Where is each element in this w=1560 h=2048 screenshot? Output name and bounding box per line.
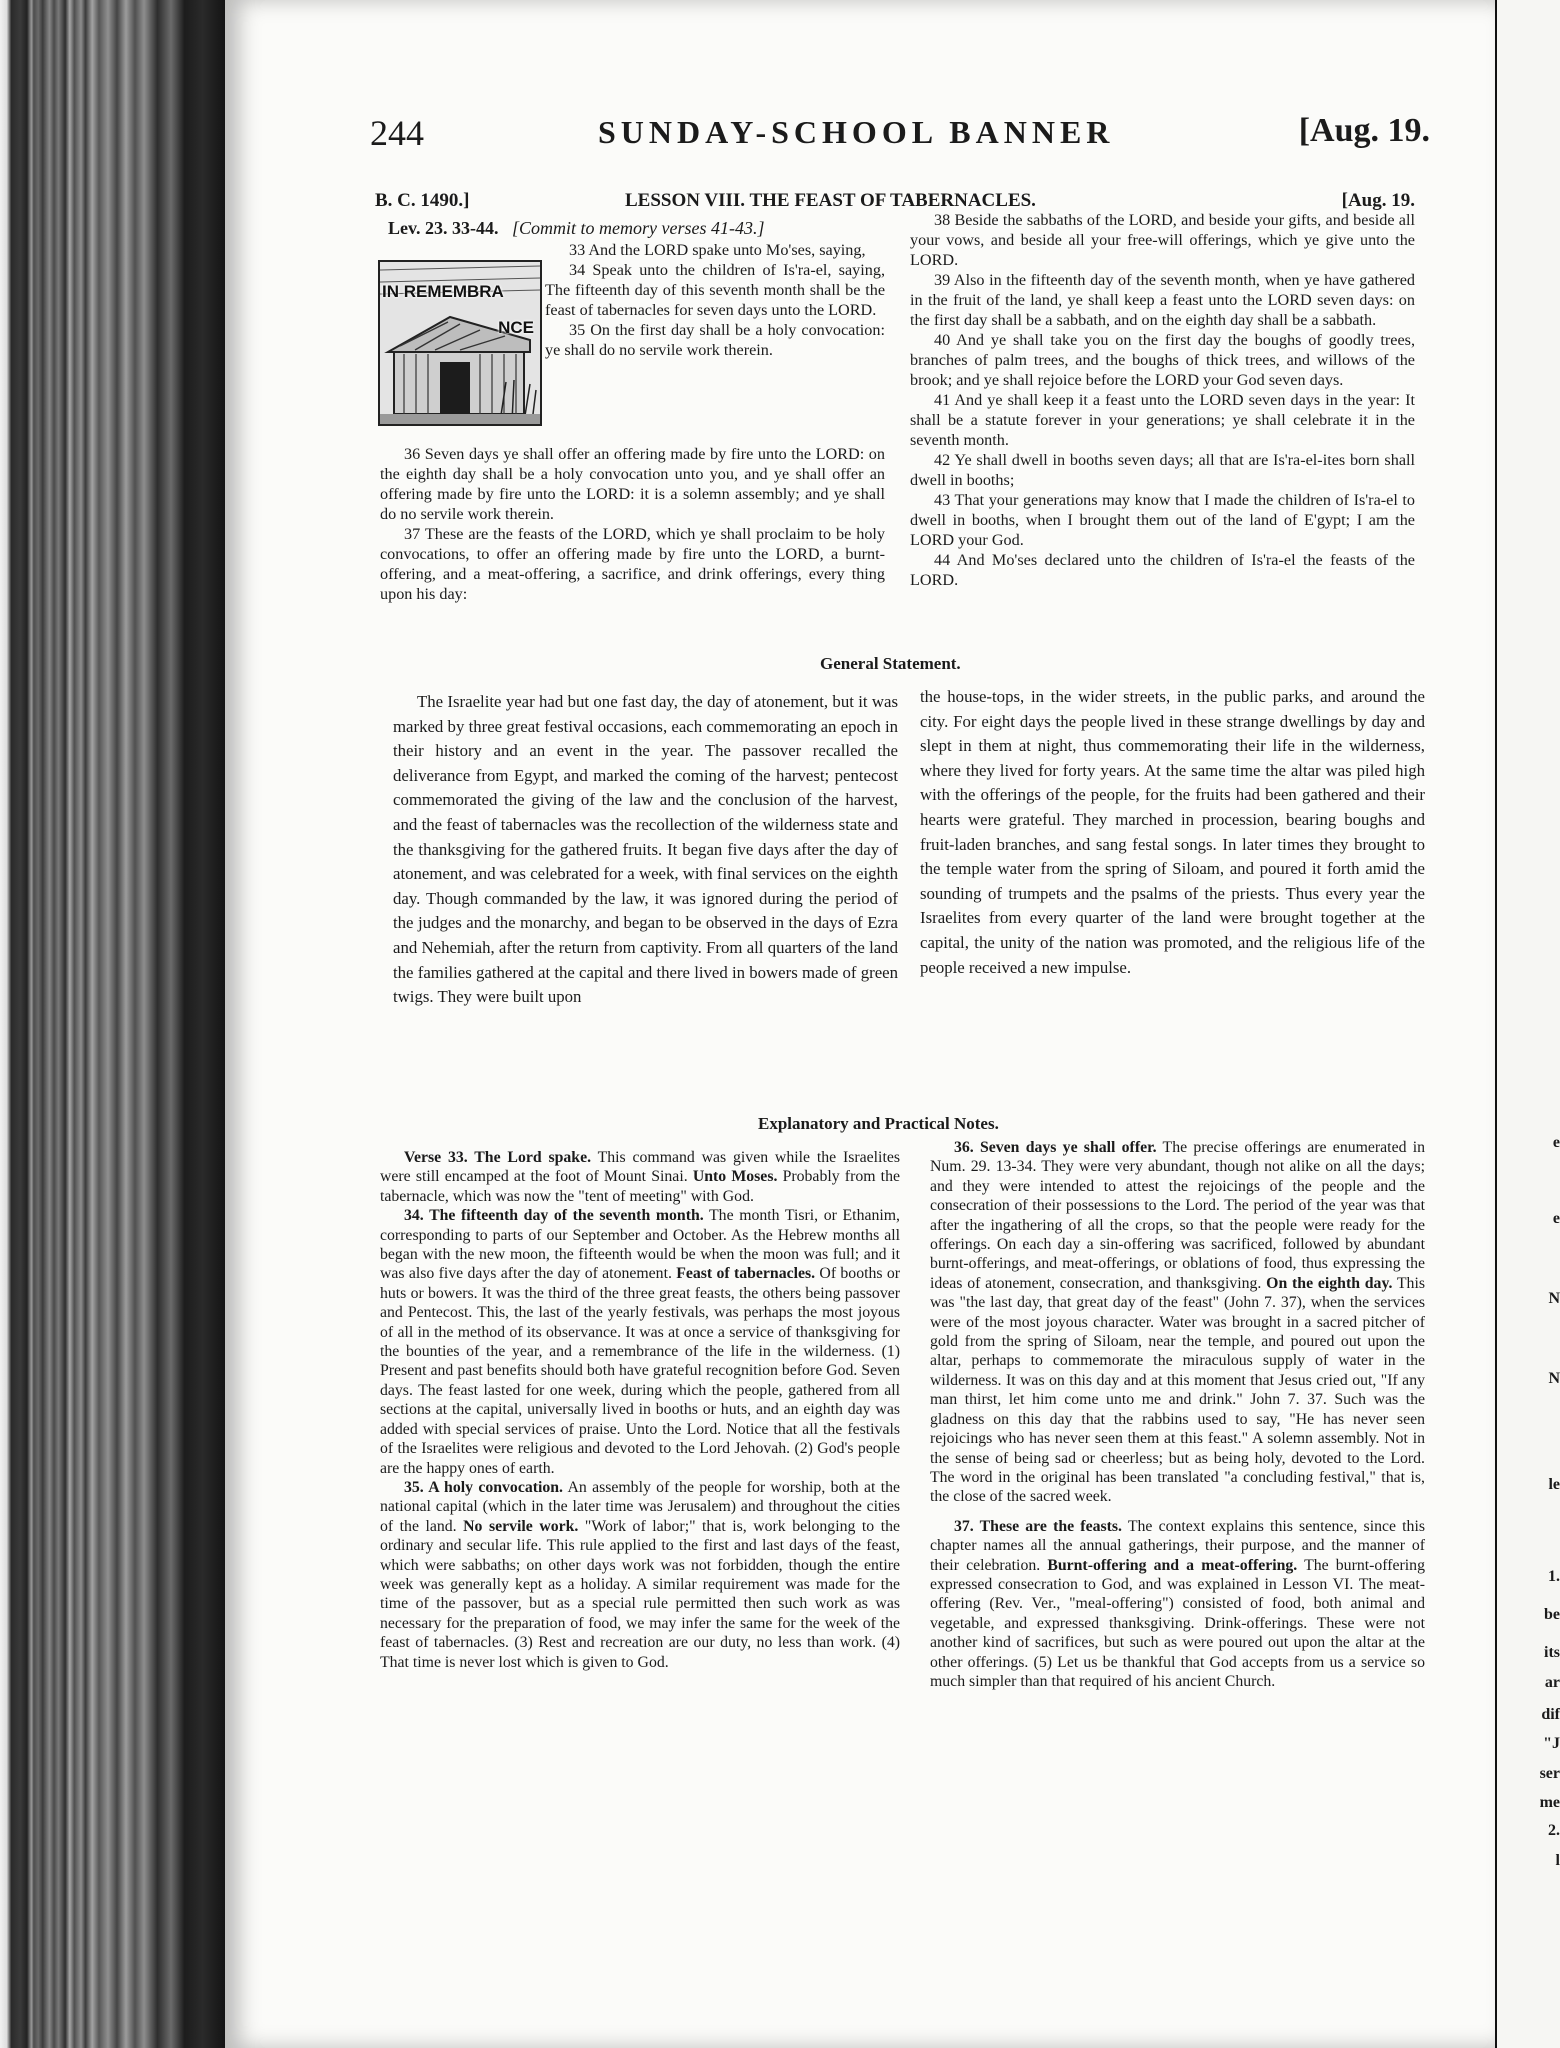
edge-fragment: ser <box>1539 1765 1560 1782</box>
woodcut-caption <box>382 274 538 346</box>
running-title: SUNDAY-SCHOOL BANNER <box>598 114 1115 150</box>
running-head <box>370 112 1430 162</box>
edge-fragment: N <box>1548 1370 1560 1387</box>
edge-fragment: le <box>1548 1476 1560 1493</box>
verse-40: 40 And ye shall take you on the first day the boughs of goodly trees, branches of palm trees, and the boughs of thick trees, and willows of the brook; and ye shall rejoice before the LORD your God seven days. <box>910 331 1415 389</box>
general-statement-right-text: the house-tops, in the wider streets, in the public parks, and around the city. For eight days the people lived in these strange dwellings by day and slept in them at night, thus commemorating their life in the wilderness, where they lived for forty years. At the same time the altar was piled high with the offerings of the people, for the fruits had been gathered and their hearts were grateful. They marched in procession, bearing boughs and fruit-laden branches, and sang festal songs. In later times they brought to the temple water from the spring of Siloam, and poured it forth amid the sounding of trumpets and the psalms of the priests. Thus every year the Israelites from every quarter of the land were brought together at the capital, the unity of the nation was promoted, and the religious life of the people received a new impulse. <box>920 687 1425 977</box>
edge-fragment: its <box>1544 1644 1560 1661</box>
notes-left <box>380 1148 900 1672</box>
edge-fragment: 1. <box>1548 1568 1560 1585</box>
edge-fragment: dif <box>1541 1706 1560 1723</box>
edge-fragment: "J <box>1543 1735 1560 1752</box>
verse-44: 44 And Mo'ses declared unto the children of Is'ra-el the feasts of the LORD. <box>910 551 1415 589</box>
scripture-top-left <box>545 240 885 360</box>
edge-fragment: e <box>1552 1210 1560 1227</box>
general-statement-heading: General Statement. <box>820 654 961 673</box>
verse-33: 33 And the LORD spake unto Mo'ses, saying, <box>569 241 866 259</box>
verse-34: 34 Speak unto the children of Is'ra-el, saying, The fifteenth day of this seventh month shall be the feast of tabernacles for seven days unto the LORD. <box>545 261 885 319</box>
verse-42: 42 Ye shall dwell in booths seven days; all that are Is'ra-el-ites born shall dwell in booths; <box>910 451 1415 489</box>
scripture-right <box>910 210 1415 590</box>
verse-37: 37 These are the feasts of the LORD, which ye shall proclaim to be holy convocations, to offer an offering made by fire unto the LORD, a burnt-offering, and a meat-offering, a sacrifice, and drink offerings, every thing upon his day: <box>380 525 885 603</box>
note-lead: 35. A holy convocation. <box>404 1478 564 1496</box>
note-verse-34: 34. The fifteenth day of the seventh month. The month Tisri, or Ethanim, corresponding to parts of our September and October. As the Hebrew months all began with the new moon, the fifteenth would be when the moon was full; and it was also five days after the day of atonement. Feast of tabernacles. Of booths or huts or bowers. It was the third of the three great feasts, the others being passover and Pentecost. This, the last of the yearly festivals, was perhaps the most joyous of all in the method of its observance. It was at once a service of thanksgiving for the bounties of the year, and a remembrance of the life in the wilderness. (1) Present and past benefits should both have grateful recognition before God. Seven days. The feast lasted for one week, during which the people, gathered from all sections at the capital, universally lived in booths or huts, and an eighth day was added with special services of praise. Unto the Lord. Notice that all the festivals of the Israelites were religious and devoted to the Lord Jehovah. (2) God's people are the happy ones of earth. <box>380 1207 900 1477</box>
note-lead: 36. Seven days ye shall offer. <box>954 1139 1157 1156</box>
general-statement-right <box>920 685 1425 980</box>
note-lead2: Feast of tabernacles. <box>676 1265 816 1283</box>
book-spine <box>0 0 225 2048</box>
edge-fragment: e <box>1552 1134 1560 1151</box>
next-page-fragments <box>1538 0 1560 2048</box>
remembrance-woodcut <box>378 260 542 426</box>
verse-43: 43 That your generations may know that I made the children of Is'ra-el to dwell in booths, when I brought them out of the land of E'gypt; I am the LORD your God. <box>910 491 1415 549</box>
edge-fragment: l <box>1555 1852 1560 1869</box>
woodcut-caption-line2: NCE <box>498 318 534 337</box>
note-lead: 34. The fifteenth day of the seventh month. <box>404 1207 704 1225</box>
note-lead2: Unto Moses. <box>692 1168 778 1186</box>
running-date: [Aug. 19. <box>1298 112 1430 149</box>
note-lead2: Burnt-offering and a meat-offering. <box>1047 1556 1298 1574</box>
edge-fragment: ar <box>1544 1674 1560 1691</box>
edge-fragment: N <box>1548 1290 1560 1307</box>
general-statement-left <box>393 690 898 1010</box>
note-lead2: No servile work. <box>463 1517 579 1535</box>
lesson-title: LESSON VIII. THE FEAST OF TABERNACLES. <box>625 190 1036 211</box>
edge-fragment: 2. <box>1548 1822 1560 1839</box>
verse-38: 38 Beside the sabbaths of the LORD, and beside your gifts, and beside all your vows, and beside all your free-will offerings, which ye give unto the LORD. <box>910 211 1415 269</box>
note-lead: 37. These are the feasts. <box>954 1517 1122 1535</box>
verse-35: 35 On the first day shall be a holy convocation: ye shall do no servile work therein. <box>545 321 885 359</box>
lesson-date: [Aug. 19. <box>1341 190 1415 211</box>
note-verse-35: 35. A holy convocation. An assembly of the people for worship, both at the national capital (which in the later time was Jerusalem) and throughout the cities of the land. No servile work. "Work of labor;" that is, work belonging to the ordinary and secular life. This rule applied to the first and last days of the feast, which were sabbaths; on other days work was not forbidden, though the entire week was generally kept as a holiday. A similar requirement was made for the time of the passover, but as a special rule permitted then such work as was necessary for the preparation of food, we may infer the same for the week of the feast of tabernacles. (3) Rest and recreation are our duty, no less than work. (4) That time is never lost which is given to God. <box>380 1478 900 1671</box>
notes-right <box>930 1138 1425 1691</box>
notes-heading: Explanatory and Practical Notes. <box>758 1114 999 1133</box>
note-lead2: On the eighth day. <box>1266 1274 1393 1292</box>
note-verse-37: 37. These are the feasts. The context explains this sentence, since this chapter names all the annual gatherings, their purpose, and the manner of their celebration. Burnt-offering and a meat-offering. The burnt-offering expressed consecration to God, and was explained in Lesson VI. The meat-offering (Rev. Ver., "meal-offering") consisted of food, both animal and vegetable, and expressed thanksgiving. Drink-offerings. These were not another kind of sacrifices, but such as were poured out upon the altar at the other offerings. (5) Let us be thankful that God accepts from us a service so much simpler than that required of his ancient Church. <box>930 1517 1425 1690</box>
note-verse-33: Verse 33. The Lord spake. This command was given while the Israelites were still encamped at the foot of Mount Sinai. Unto Moses. Probably from the tabernacle, which was now the "tent of meeting" with God. <box>380 1149 900 1205</box>
note-verse-36: 36. Seven days ye shall offer. The precise offerings are enumerated in Num. 29. 13-34. They were very abundant, though not alike on all the days; and they were intended to attest the rejoicings of the people and the consecration of their possessions to the Lord. The period of the year was that after the ingathering of all the crops, so that the people were ready for the offerings. On each day a sin-offering was sacrificed, followed by abundant burnt-offerings, and meat-offerings, or oblations of food, thus expressing the ideas of atonement, consecration, and thanksgiving. On the eighth day. This was "the last day, that great day of the feast" (John 7. 37), when the services were of the most joyous character. Water was brought in a sacred pitcher of gold from the spring of Siloam, near the temple, and poured out upon the altar, perhaps to commemorate the miraculous supply of water in the wilderness. It was on this day and at this moment that Jesus cried out, "If any man thirst, let him come unto me and drink." John 7. 37. Such was the gladness on this day that the rabbins used to say, "He has never seen rejoicings who has never seen them at this feast." A solemn assembly. Not in the sense of being sad or cheerless; but as being holy, devoted to the Lord. The word in the original has been translated "a concluding festival," that is, the close of the sacred week. <box>930 1139 1425 1506</box>
page-number: 244 <box>370 113 424 153</box>
edge-fragment: me <box>1539 1794 1560 1811</box>
woodcut-caption-line1: IN REMEMBRA <box>382 282 504 301</box>
verse-36: 36 Seven days ye shall offer an offering made by fire unto the LORD: on the eighth day shall be a holy convocation unto you, and ye shall offer an offering made by fire unto the LORD: it is a solemn assembly; and ye shall do no servile work therein. <box>380 445 885 523</box>
memory-verses: [Commit to memory verses 41-43.] <box>512 218 765 238</box>
lesson-reference: Lev. 23. 33-44. <box>388 218 499 238</box>
general-statement-left-text: The Israelite year had but one fast day, the day of atonement, but it was marked by three great festival occasions, each commemorating an epoch in their history and an event in the year. The passover recalled the deliverance from Egypt, and marked the coming of the harvest; pentecost commemorated the giving of the law and the conclusion of the harvest, and the feast of tabernacles was the recollection of the wilderness state and the thanksgiving for the gathered fruits. It began five days after the day of atonement, and was celebrated for a week, with final services on the eighth day. Though commanded by the law, it was ignored during the period of the judges and the monarchy, and began to be observed in the days of Ezra and Nehemiah, after the return from captivity. From all quarters of the land the families gathered at the capital and there lived in bowers made of green twigs. They were built upon <box>393 692 898 1007</box>
verse-41: 41 And ye shall keep it a feast unto the LORD seven days in the year: It shall be a statute forever in your generations; ye shall celebrate it in the seventh month. <box>910 391 1415 449</box>
scripture-bottom-left <box>380 444 885 604</box>
lesson-subheading <box>388 218 764 239</box>
verse-39: 39 Also in the fifteenth day of the seventh month, when ye have gathered in the fruit of the land, ye shall keep a feast unto the LORD seven days: on the first day shall be a sabbath, and on the eighth day shall be a sabbath. <box>910 271 1415 329</box>
lesson-era: B. C. 1490.] <box>375 190 470 211</box>
edge-fragment: be <box>1544 1606 1560 1623</box>
note-lead: Verse 33. The Lord spake. <box>404 1149 592 1166</box>
